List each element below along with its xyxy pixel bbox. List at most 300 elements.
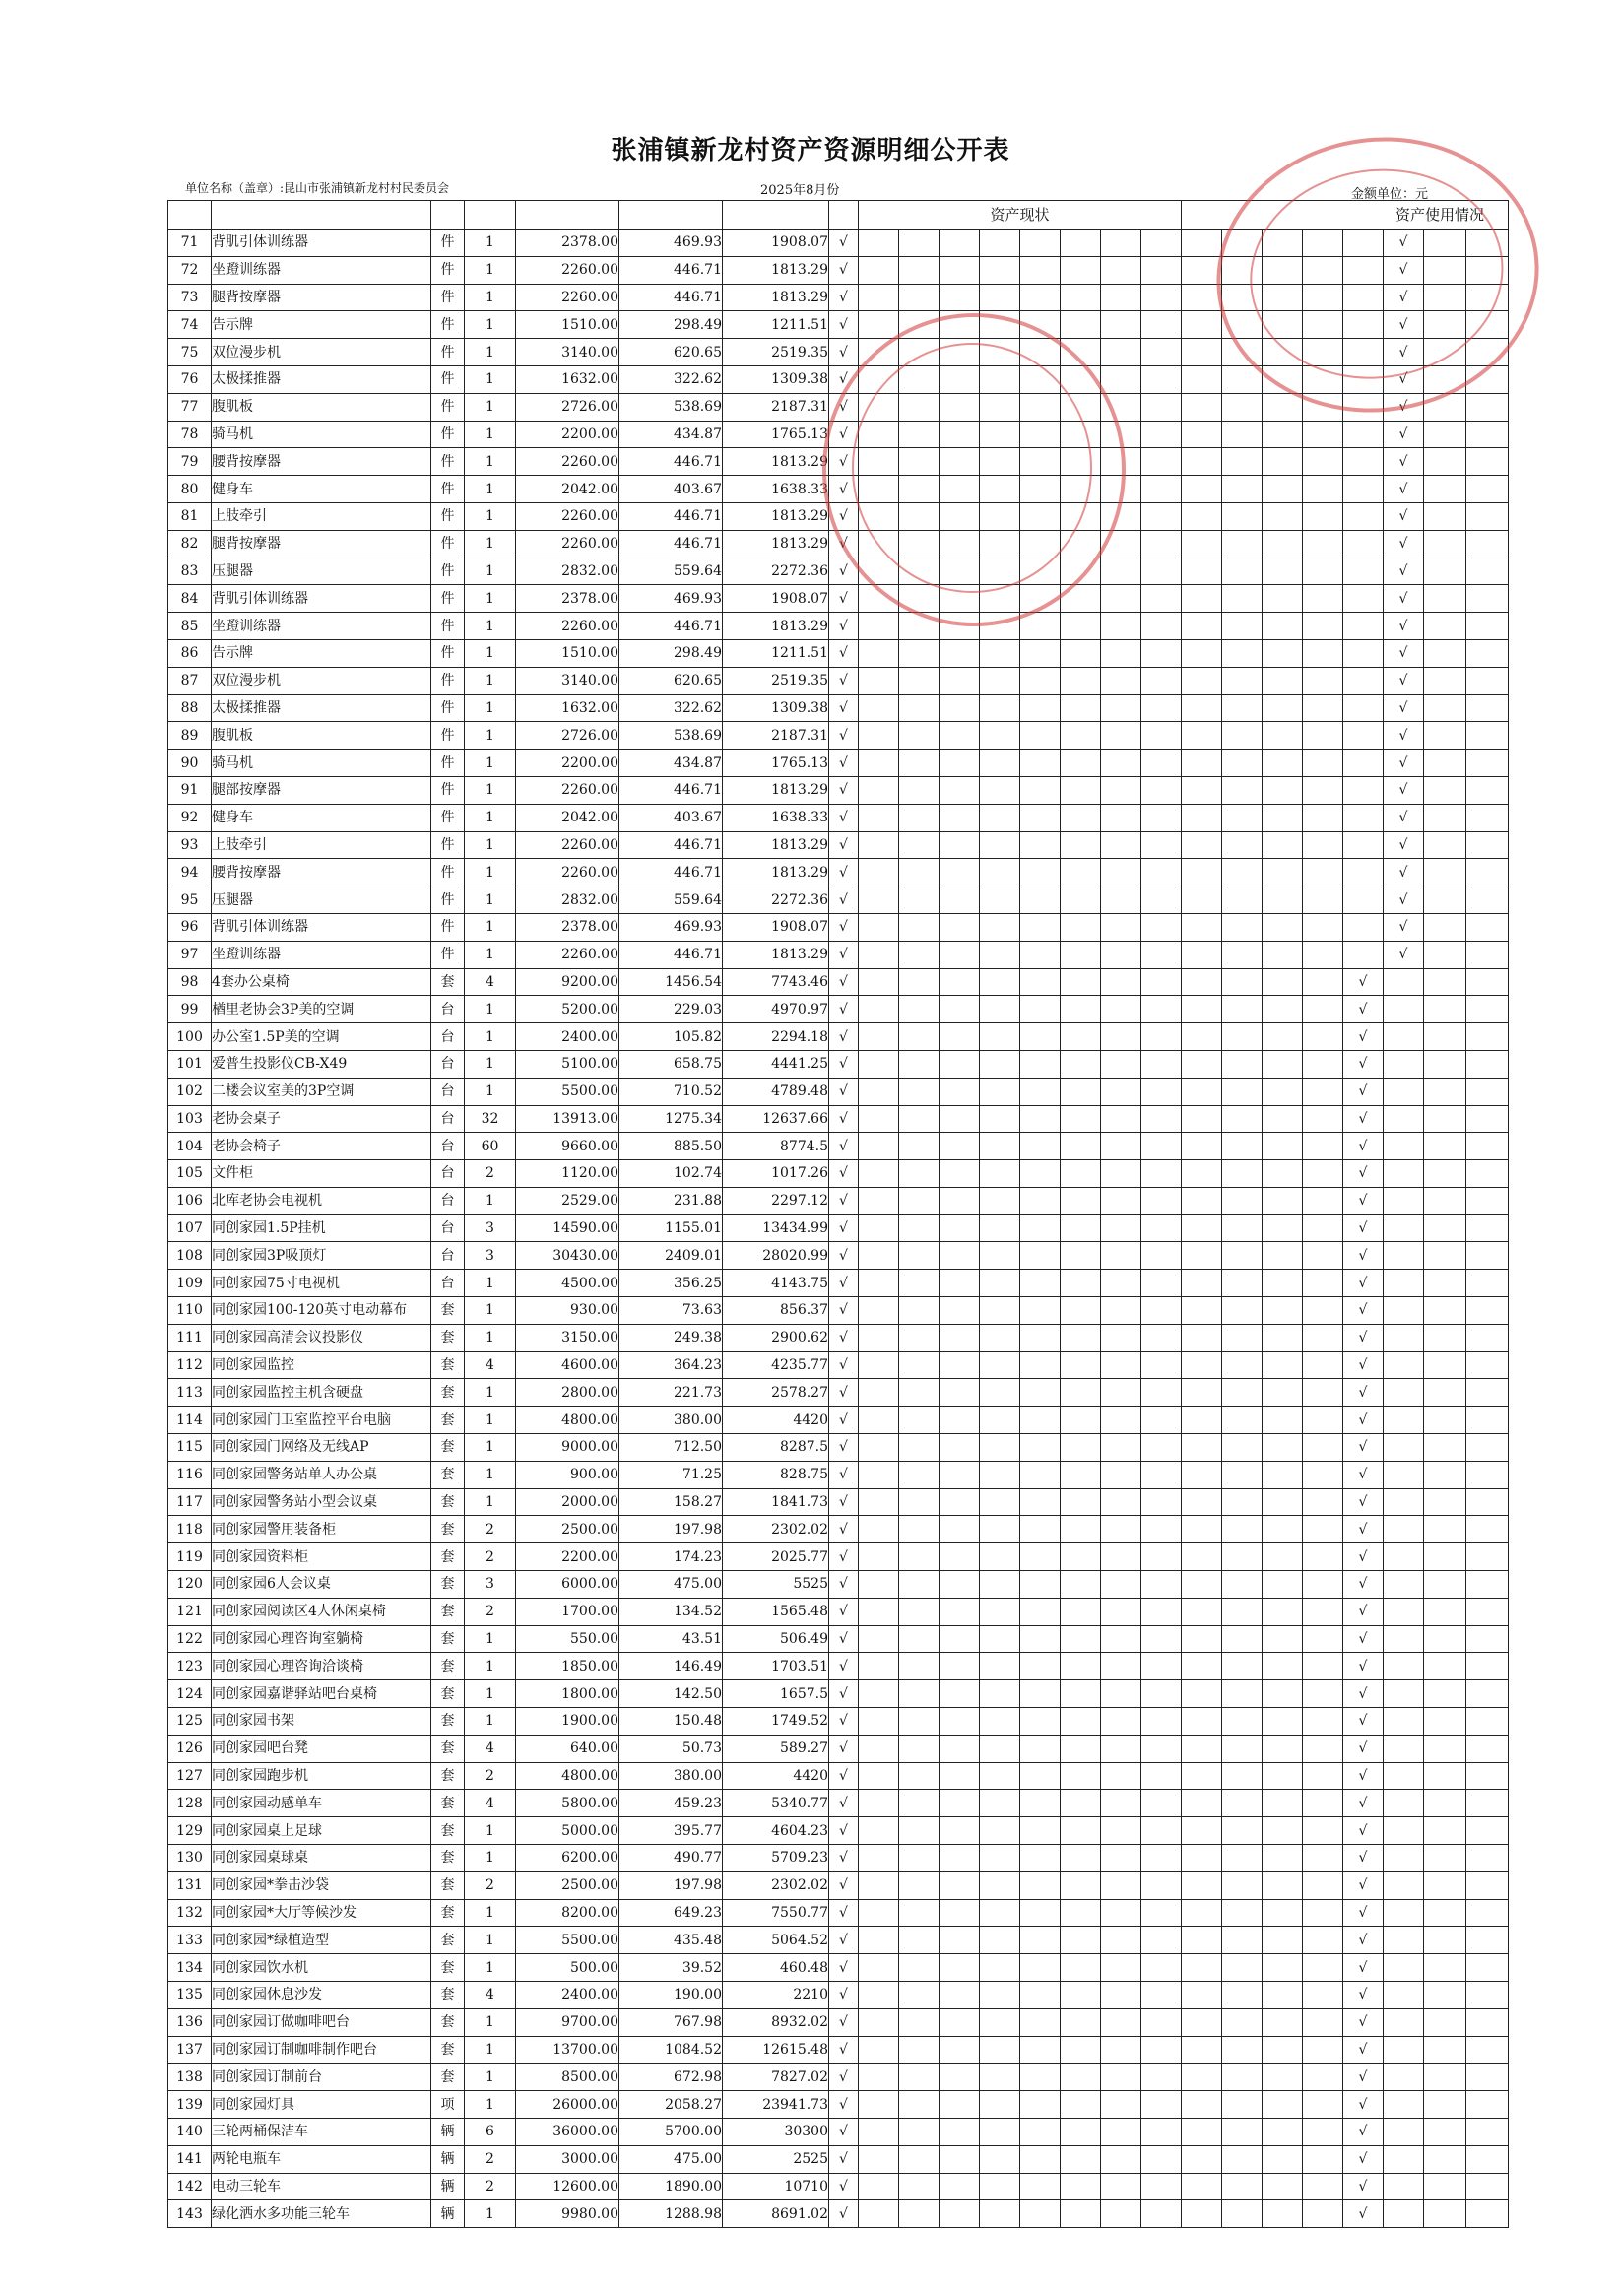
status-check: √ bbox=[829, 2064, 859, 2091]
empty-cell bbox=[1061, 639, 1101, 667]
empty-cell bbox=[899, 1488, 940, 1516]
depreciation: 649.23 bbox=[619, 1899, 723, 1927]
asset-name: 压腿器 bbox=[212, 558, 431, 585]
empty-cell bbox=[980, 1543, 1020, 1571]
empty-cell bbox=[1141, 1954, 1182, 1982]
empty-cell bbox=[859, 1817, 899, 1845]
asset-name: 同创家园订制咖啡制作吧台 bbox=[212, 2036, 431, 2064]
status-check: √ bbox=[829, 2008, 859, 2036]
row-number: 88 bbox=[168, 694, 212, 722]
depreciation: 174.23 bbox=[619, 1543, 723, 1571]
usage-check: √ bbox=[1343, 1735, 1384, 1762]
asset-quantity: 1 bbox=[465, 1488, 516, 1516]
empty-cell bbox=[1141, 1871, 1182, 1899]
empty-cell bbox=[859, 365, 899, 393]
empty-cell bbox=[1101, 1160, 1141, 1188]
table-row bbox=[168, 1407, 1509, 1434]
empty-cell bbox=[1141, 448, 1182, 476]
usage-check: √ bbox=[1343, 1543, 1384, 1571]
empty-cell bbox=[1020, 2145, 1061, 2173]
status-check: √ bbox=[829, 968, 859, 996]
empty-cell bbox=[1263, 1571, 1303, 1599]
empty-cell bbox=[1222, 1434, 1263, 1462]
status-check: √ bbox=[829, 722, 859, 750]
empty-cell bbox=[1101, 1598, 1141, 1625]
empty-cell bbox=[1101, 311, 1141, 339]
asset-name: 双位漫步机 bbox=[212, 339, 431, 366]
empty-cell bbox=[940, 694, 980, 722]
asset-quantity: 1 bbox=[465, 1653, 516, 1680]
table-row bbox=[168, 1516, 1509, 1543]
empty-cell bbox=[1141, 2036, 1182, 2064]
empty-cell bbox=[940, 913, 980, 941]
empty-cell bbox=[1343, 311, 1384, 339]
empty-cell bbox=[899, 1133, 940, 1160]
original-value: 2500.00 bbox=[516, 1516, 619, 1543]
empty-cell bbox=[1466, 776, 1509, 804]
empty-cell bbox=[1182, 968, 1222, 996]
empty-cell bbox=[1141, 1461, 1182, 1488]
original-value: 3140.00 bbox=[516, 667, 619, 694]
empty-cell bbox=[980, 1680, 1020, 1708]
usage-check: √ bbox=[1343, 1270, 1384, 1297]
row-number: 77 bbox=[168, 393, 212, 421]
asset-quantity: 1 bbox=[465, 1297, 516, 1325]
net-value: 8932.02 bbox=[723, 2008, 829, 2036]
empty-cell bbox=[899, 831, 940, 859]
empty-cell bbox=[1101, 256, 1141, 284]
empty-cell bbox=[1222, 2200, 1263, 2228]
empty-cell bbox=[1384, 1379, 1424, 1407]
empty-cell bbox=[1303, 2118, 1343, 2145]
empty-cell bbox=[1182, 448, 1222, 476]
empty-cell bbox=[980, 1516, 1020, 1543]
empty-cell bbox=[1384, 2145, 1424, 2173]
asset-name: 腹肌板 bbox=[212, 393, 431, 421]
empty-cell bbox=[940, 1023, 980, 1051]
depreciation: 475.00 bbox=[619, 1571, 723, 1599]
table-row bbox=[168, 804, 1509, 831]
empty-cell bbox=[1182, 1845, 1222, 1872]
empty-cell bbox=[1424, 1488, 1466, 1516]
asset-quantity: 1 bbox=[465, 1324, 516, 1351]
empty-cell bbox=[1222, 1954, 1263, 1982]
empty-cell bbox=[1424, 1516, 1466, 1543]
empty-cell bbox=[1263, 1817, 1303, 1845]
depreciation: 1890.00 bbox=[619, 2173, 723, 2200]
empty-cell bbox=[1303, 393, 1343, 421]
original-value: 3150.00 bbox=[516, 1324, 619, 1351]
empty-cell bbox=[1101, 2064, 1141, 2091]
empty-cell bbox=[940, 1735, 980, 1762]
status-check: √ bbox=[829, 1407, 859, 1434]
status-check: √ bbox=[829, 1160, 859, 1188]
usage-check: √ bbox=[1384, 776, 1424, 804]
asset-quantity: 1 bbox=[465, 230, 516, 257]
empty-cell bbox=[1466, 1133, 1509, 1160]
empty-cell bbox=[980, 2091, 1020, 2119]
table-row bbox=[168, 558, 1509, 585]
empty-cell bbox=[1222, 1488, 1263, 1516]
empty-cell bbox=[1263, 1899, 1303, 1927]
asset-quantity: 2 bbox=[465, 2145, 516, 2173]
asset-name: 同创家园75寸电视机 bbox=[212, 1270, 431, 1297]
depreciation: 1456.54 bbox=[619, 968, 723, 996]
empty-cell bbox=[1222, 1598, 1263, 1625]
empty-cell bbox=[980, 1324, 1020, 1351]
depreciation: 446.71 bbox=[619, 502, 723, 530]
table-row bbox=[168, 585, 1509, 613]
empty-cell bbox=[1141, 1379, 1182, 1407]
empty-cell bbox=[1263, 1488, 1303, 1516]
empty-cell bbox=[899, 996, 940, 1023]
empty-cell bbox=[1424, 2118, 1466, 2145]
usage-check: √ bbox=[1343, 1105, 1384, 1133]
empty-cell bbox=[1222, 530, 1263, 558]
empty-cell bbox=[1303, 585, 1343, 613]
depreciation: 1084.52 bbox=[619, 2036, 723, 2064]
empty-cell bbox=[1141, 530, 1182, 558]
empty-cell bbox=[1141, 1214, 1182, 1242]
row-number: 117 bbox=[168, 1488, 212, 1516]
row-number: 99 bbox=[168, 996, 212, 1023]
empty-cell bbox=[899, 1023, 940, 1051]
asset-quantity: 1 bbox=[465, 1680, 516, 1708]
empty-cell bbox=[1303, 1488, 1343, 1516]
net-value: 1565.48 bbox=[723, 1598, 829, 1625]
table-row bbox=[168, 393, 1509, 421]
empty-cell bbox=[899, 1270, 940, 1297]
original-value: 9700.00 bbox=[516, 2008, 619, 2036]
empty-cell bbox=[940, 502, 980, 530]
empty-cell bbox=[1061, 1270, 1101, 1297]
asset-name: 同创家园门网络及无线AP bbox=[212, 1434, 431, 1462]
empty-cell bbox=[1343, 941, 1384, 968]
asset-unit: 台 bbox=[431, 1214, 465, 1242]
empty-cell bbox=[1222, 1653, 1263, 1680]
empty-cell bbox=[1263, 1543, 1303, 1571]
asset-name: 同创家园警务站小型会议桌 bbox=[212, 1488, 431, 1516]
original-value: 2378.00 bbox=[516, 913, 619, 941]
original-value: 26000.00 bbox=[516, 2091, 619, 2119]
empty-cell bbox=[1263, 639, 1303, 667]
asset-name: 同创家园警用装备柜 bbox=[212, 1516, 431, 1543]
empty-cell bbox=[1182, 1899, 1222, 1927]
asset-name: 双位漫步机 bbox=[212, 667, 431, 694]
usage-check: √ bbox=[1384, 639, 1424, 667]
empty-cell bbox=[980, 284, 1020, 311]
empty-cell bbox=[1141, 393, 1182, 421]
empty-cell bbox=[1263, 1845, 1303, 1872]
empty-cell bbox=[1424, 230, 1466, 257]
empty-cell bbox=[1182, 1516, 1222, 1543]
table-row bbox=[168, 1434, 1509, 1462]
original-value: 2378.00 bbox=[516, 585, 619, 613]
empty-cell bbox=[1384, 1899, 1424, 1927]
empty-cell bbox=[1424, 1680, 1466, 1708]
empty-cell bbox=[1303, 886, 1343, 914]
empty-cell bbox=[1466, 1899, 1509, 1927]
net-value: 4441.25 bbox=[723, 1050, 829, 1078]
net-value: 1765.13 bbox=[723, 750, 829, 777]
net-value: 2294.18 bbox=[723, 1023, 829, 1051]
empty-cell bbox=[859, 1708, 899, 1736]
depreciation: 364.23 bbox=[619, 1351, 723, 1379]
empty-cell bbox=[1424, 722, 1466, 750]
empty-cell bbox=[980, 2200, 1020, 2228]
row-number: 137 bbox=[168, 2036, 212, 2064]
empty-cell bbox=[1141, 1598, 1182, 1625]
empty-cell bbox=[1343, 421, 1384, 448]
row-number: 71 bbox=[168, 230, 212, 257]
asset-name: 腿背按摩器 bbox=[212, 284, 431, 311]
empty-cell bbox=[1101, 502, 1141, 530]
row-number: 80 bbox=[168, 476, 212, 503]
asset-quantity: 2 bbox=[465, 1598, 516, 1625]
asset-name: 同创家园1.5P挂机 bbox=[212, 1214, 431, 1242]
empty-cell bbox=[1466, 1708, 1509, 1736]
empty-cell bbox=[1303, 1899, 1343, 1927]
asset-quantity: 2 bbox=[465, 1543, 516, 1571]
empty-cell bbox=[859, 230, 899, 257]
asset-quantity: 1 bbox=[465, 476, 516, 503]
empty-cell bbox=[1303, 1845, 1343, 1872]
empty-cell bbox=[859, 1270, 899, 1297]
empty-cell bbox=[1222, 613, 1263, 640]
asset-quantity: 1 bbox=[465, 2064, 516, 2091]
usage-check: √ bbox=[1343, 1324, 1384, 1351]
usage-check: √ bbox=[1343, 1078, 1384, 1105]
empty-cell bbox=[1182, 1625, 1222, 1653]
empty-cell bbox=[1384, 1845, 1424, 1872]
table-row bbox=[168, 776, 1509, 804]
empty-cell bbox=[1061, 2173, 1101, 2200]
net-value: 2272.36 bbox=[723, 886, 829, 914]
status-check: √ bbox=[829, 1653, 859, 1680]
original-value: 9660.00 bbox=[516, 1133, 619, 1160]
empty-cell bbox=[1101, 886, 1141, 914]
empty-cell bbox=[1263, 558, 1303, 585]
empty-cell bbox=[1020, 667, 1061, 694]
empty-cell bbox=[1101, 2145, 1141, 2173]
empty-cell bbox=[1303, 968, 1343, 996]
net-value: 1749.52 bbox=[723, 1708, 829, 1736]
empty-cell bbox=[1020, 1871, 1061, 1899]
asset-unit: 件 bbox=[431, 941, 465, 968]
asset-unit: 件 bbox=[431, 230, 465, 257]
empty-cell bbox=[940, 1379, 980, 1407]
depreciation: 322.62 bbox=[619, 694, 723, 722]
empty-cell bbox=[1466, 365, 1509, 393]
empty-cell bbox=[859, 448, 899, 476]
asset-name: 上肢牵引 bbox=[212, 831, 431, 859]
row-number: 75 bbox=[168, 339, 212, 366]
empty-cell bbox=[1182, 1297, 1222, 1325]
empty-cell bbox=[859, 558, 899, 585]
net-value: 7550.77 bbox=[723, 1899, 829, 1927]
asset-name: 同创家园心理咨询洽谈椅 bbox=[212, 1653, 431, 1680]
empty-cell bbox=[1343, 859, 1384, 886]
empty-cell bbox=[1263, 421, 1303, 448]
empty-cell bbox=[940, 886, 980, 914]
depreciation: 538.69 bbox=[619, 722, 723, 750]
empty-cell bbox=[1141, 230, 1182, 257]
asset-unit: 台 bbox=[431, 996, 465, 1023]
empty-cell bbox=[1141, 558, 1182, 585]
asset-quantity: 1 bbox=[465, 1899, 516, 1927]
depreciation: 298.49 bbox=[619, 311, 723, 339]
empty-cell bbox=[859, 1105, 899, 1133]
empty-cell bbox=[1424, 1982, 1466, 2009]
asset-name: 健身车 bbox=[212, 476, 431, 503]
empty-cell bbox=[1343, 393, 1384, 421]
empty-cell bbox=[1263, 1324, 1303, 1351]
empty-cell bbox=[1222, 2064, 1263, 2091]
asset-name: 同创家园阅读区4人休闲桌椅 bbox=[212, 1598, 431, 1625]
empty-cell bbox=[1222, 1270, 1263, 1297]
empty-cell bbox=[1020, 996, 1061, 1023]
net-value: 1813.29 bbox=[723, 256, 829, 284]
asset-quantity: 1 bbox=[465, 804, 516, 831]
net-value: 1813.29 bbox=[723, 941, 829, 968]
empty-cell bbox=[1101, 1899, 1141, 1927]
table-row bbox=[168, 859, 1509, 886]
net-value: 4143.75 bbox=[723, 1270, 829, 1297]
row-number: 136 bbox=[168, 2008, 212, 2036]
empty-cell bbox=[1020, 1297, 1061, 1325]
asset-unit: 件 bbox=[431, 311, 465, 339]
usage-check: √ bbox=[1384, 558, 1424, 585]
usage-check: √ bbox=[1343, 1297, 1384, 1325]
empty-cell bbox=[1303, 1598, 1343, 1625]
empty-cell bbox=[1020, 2091, 1061, 2119]
empty-cell bbox=[1466, 476, 1509, 503]
empty-cell bbox=[1101, 1187, 1141, 1214]
empty-cell bbox=[899, 750, 940, 777]
asset-name: 同创家园嘉谐驿站吧台桌椅 bbox=[212, 1680, 431, 1708]
table-row bbox=[168, 2064, 1509, 2091]
row-number: 100 bbox=[168, 1023, 212, 1051]
empty-cell bbox=[1101, 339, 1141, 366]
original-value: 2260.00 bbox=[516, 941, 619, 968]
status-check: √ bbox=[829, 831, 859, 859]
asset-quantity: 1 bbox=[465, 585, 516, 613]
empty-cell bbox=[980, 502, 1020, 530]
asset-quantity: 1 bbox=[465, 558, 516, 585]
asset-quantity: 3 bbox=[465, 1242, 516, 1270]
table-row bbox=[168, 2008, 1509, 2036]
empty-cell bbox=[1182, 1598, 1222, 1625]
empty-cell bbox=[1263, 1023, 1303, 1051]
status-check: √ bbox=[829, 694, 859, 722]
usage-check: √ bbox=[1343, 1598, 1384, 1625]
empty-cell bbox=[1141, 750, 1182, 777]
empty-cell bbox=[1343, 476, 1384, 503]
row-number: 81 bbox=[168, 502, 212, 530]
original-value: 1900.00 bbox=[516, 1708, 619, 1736]
asset-quantity: 2 bbox=[465, 1871, 516, 1899]
empty-cell bbox=[1141, 1407, 1182, 1434]
usage-check: √ bbox=[1343, 1954, 1384, 1982]
empty-cell bbox=[1020, 1324, 1061, 1351]
empty-cell bbox=[940, 585, 980, 613]
asset-name: 楢里老协会3P美的空调 bbox=[212, 996, 431, 1023]
empty-cell bbox=[859, 913, 899, 941]
empty-cell bbox=[1303, 1735, 1343, 1762]
row-number: 95 bbox=[168, 886, 212, 914]
empty-cell bbox=[1466, 1982, 1509, 2009]
asset-quantity: 4 bbox=[465, 1735, 516, 1762]
empty-cell bbox=[1020, 1242, 1061, 1270]
usage-check: √ bbox=[1343, 968, 1384, 996]
empty-cell bbox=[1222, 1214, 1263, 1242]
empty-cell bbox=[1222, 722, 1263, 750]
empty-cell bbox=[1303, 339, 1343, 366]
empty-cell bbox=[1424, 421, 1466, 448]
empty-cell bbox=[1303, 448, 1343, 476]
empty-cell bbox=[1101, 2173, 1141, 2200]
depreciation: 50.73 bbox=[619, 1735, 723, 1762]
empty-cell bbox=[1424, 339, 1466, 366]
empty-cell bbox=[940, 1407, 980, 1434]
empty-cell bbox=[899, 421, 940, 448]
status-check: √ bbox=[829, 230, 859, 257]
empty-cell bbox=[980, 1105, 1020, 1133]
empty-cell bbox=[1101, 530, 1141, 558]
empty-cell bbox=[1384, 1407, 1424, 1434]
empty-cell bbox=[1061, 1461, 1101, 1488]
empty-cell bbox=[859, 776, 899, 804]
row-number: 113 bbox=[168, 1379, 212, 1407]
asset-unit: 件 bbox=[431, 339, 465, 366]
net-value: 4235.77 bbox=[723, 1351, 829, 1379]
empty-cell bbox=[1141, 1982, 1182, 2009]
asset-unit: 件 bbox=[431, 694, 465, 722]
empty-cell bbox=[1384, 1927, 1424, 1954]
empty-cell bbox=[940, 558, 980, 585]
status-check: √ bbox=[829, 1078, 859, 1105]
empty-cell bbox=[1424, 311, 1466, 339]
net-value: 5064.52 bbox=[723, 1927, 829, 1954]
empty-cell bbox=[1384, 1434, 1424, 1462]
empty-cell bbox=[940, 1899, 980, 1927]
status-check: √ bbox=[829, 1461, 859, 1488]
asset-quantity: 1 bbox=[465, 530, 516, 558]
empty-cell bbox=[1020, 1133, 1061, 1160]
empty-cell bbox=[859, 2200, 899, 2228]
empty-cell bbox=[1424, 1871, 1466, 1899]
empty-cell bbox=[899, 393, 940, 421]
empty-cell bbox=[1263, 2036, 1303, 2064]
asset-quantity: 1 bbox=[465, 393, 516, 421]
depreciation: 249.38 bbox=[619, 1324, 723, 1351]
depreciation: 434.87 bbox=[619, 750, 723, 777]
table-row bbox=[168, 886, 1509, 914]
asset-name: 坐蹬训练器 bbox=[212, 941, 431, 968]
empty-cell bbox=[1182, 804, 1222, 831]
asset-unit: 台 bbox=[431, 1160, 465, 1188]
empty-cell bbox=[1101, 365, 1141, 393]
empty-cell bbox=[1101, 1133, 1141, 1160]
empty-cell bbox=[899, 1845, 940, 1872]
row-number: 127 bbox=[168, 1762, 212, 1790]
table-row bbox=[168, 1845, 1509, 1872]
empty-cell bbox=[1424, 1845, 1466, 1872]
empty-cell bbox=[1263, 1133, 1303, 1160]
table-row bbox=[168, 968, 1509, 996]
asset-name: 同创家园*拳击沙袋 bbox=[212, 1871, 431, 1899]
empty-cell bbox=[1384, 1762, 1424, 1790]
